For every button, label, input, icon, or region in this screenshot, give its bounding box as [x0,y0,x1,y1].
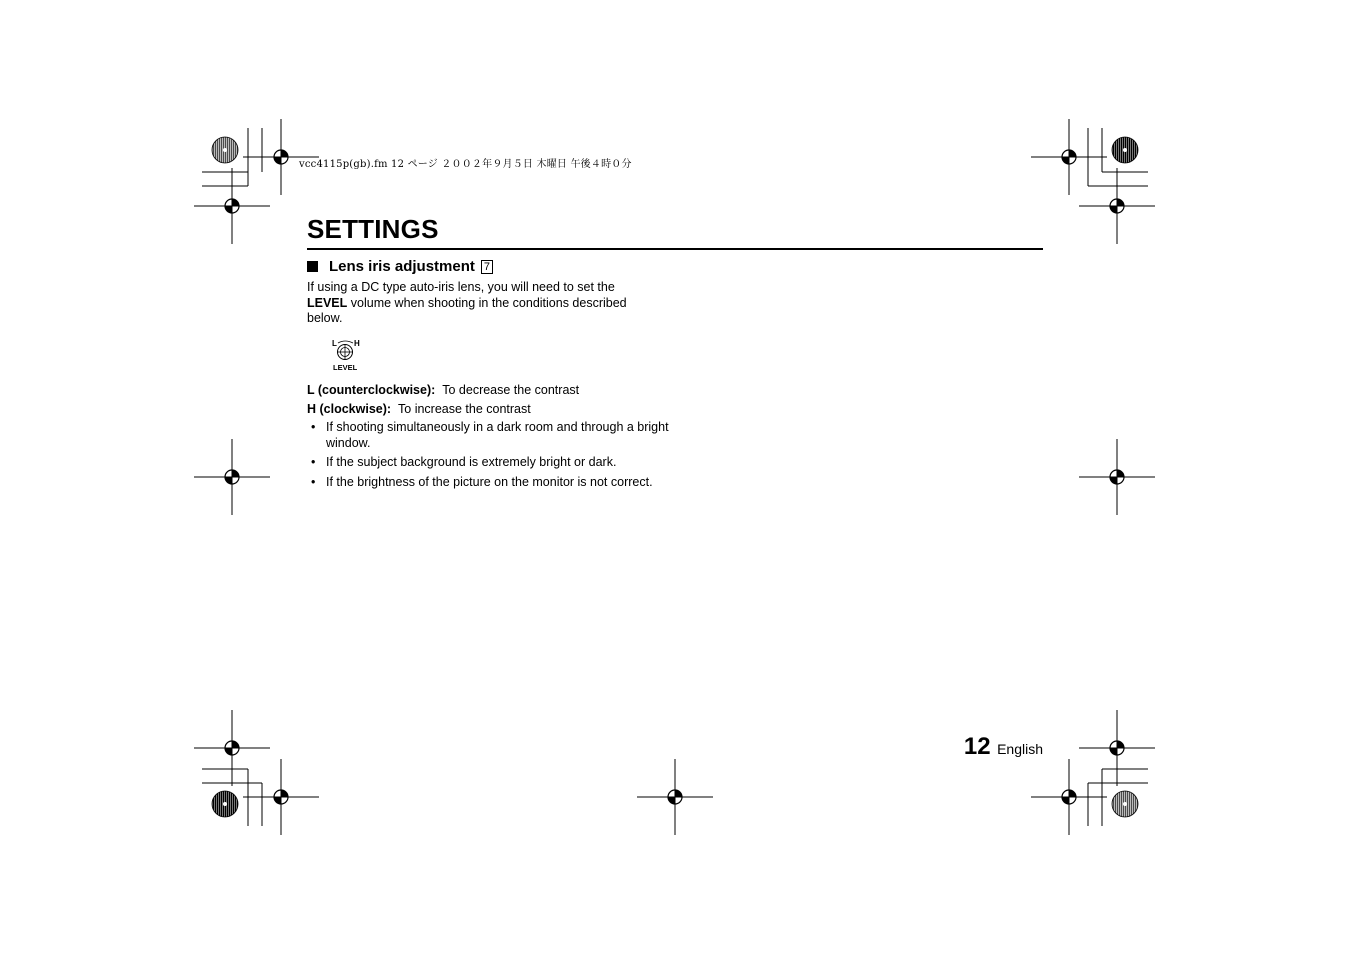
definition-term: L (counterclockwise): [307,383,436,397]
registration-mark [194,710,270,786]
definition-term: H (clockwise): [307,402,392,416]
intro-paragraph [307,280,647,327]
intro-text-continued: volume when shooting in the conditions described below. [307,295,627,325]
registration-mark [1031,759,1107,835]
color-registration-target [212,137,238,163]
intro-level-term: LEVEL [307,295,348,310]
registration-mark [1079,439,1155,515]
list-item: • If the brightness of the picture on the monitor is not correct. [307,475,677,491]
definition-high [307,402,531,416]
registration-mark [1031,119,1107,195]
page-language: English [997,741,1043,757]
level-knob-icon [330,337,364,373]
color-registration-target [1112,137,1138,163]
intro-text: If using a DC type auto-iris lens, you will need to set the [307,280,615,294]
level-knob-label: LEVEL [333,363,358,372]
registration-mark [194,439,270,515]
square-bullet-icon [307,261,318,272]
list-item: • If shooting simultaneously in a dark room and through a bright window. [307,420,677,451]
definition-desc: To increase the contrast [398,402,531,416]
list-item: • If the subject background is extremely bright or dark. [307,455,677,471]
color-registration-target [1112,791,1138,817]
level-low-label: L [332,339,337,348]
definition-desc: To decrease the contrast [442,383,580,397]
registration-mark [1079,710,1155,786]
registration-mark [194,168,270,244]
figure-reference: 7 [481,260,493,274]
level-high-label: H [354,339,360,348]
page-number: 12 [963,733,991,760]
page-footer [964,733,1043,761]
registration-mark [1079,168,1155,244]
registration-mark [243,759,319,835]
file-info-header: vcc4115p(gb).fm 12 ページ ２００２年９月５日 木曜日 午後４時０分 [299,159,632,170]
definition-low [307,383,579,397]
page-title: SETTINGS [307,214,439,244]
color-registration-target [212,791,238,817]
title-divider [307,248,1043,250]
section-heading [307,258,493,275]
registration-mark [637,759,713,835]
conditions-list [307,420,677,494]
section-heading-text: Lens iris adjustment [329,258,475,275]
